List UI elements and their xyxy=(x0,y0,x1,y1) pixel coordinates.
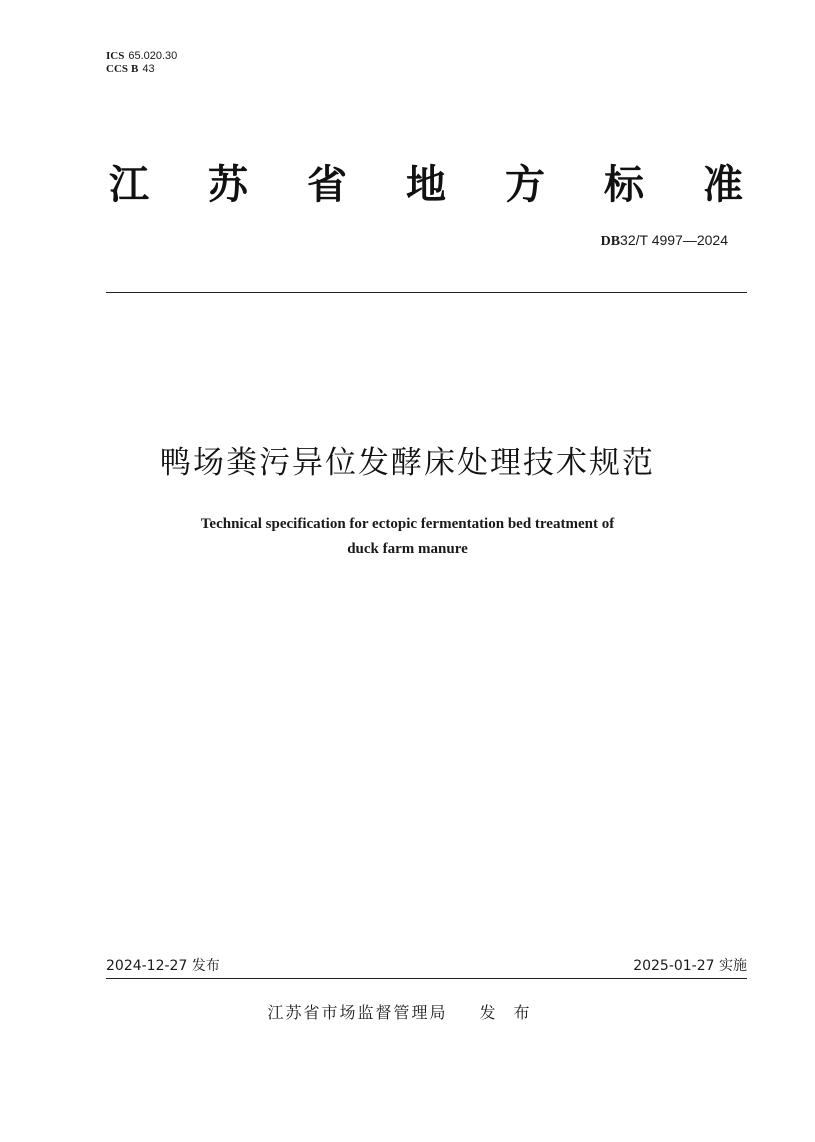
ics-value: 65.020.30 xyxy=(128,50,178,62)
ccs-line xyxy=(106,63,177,76)
issue-date: 2024-12-27 发布 xyxy=(106,958,220,974)
standard-number xyxy=(601,231,728,251)
heading-char: 江 xyxy=(109,162,149,208)
heading-char: 方 xyxy=(505,162,545,208)
issuing-organization: 江苏省市场监督管理局 xyxy=(267,1003,448,1022)
heading-char: 省 xyxy=(307,162,347,208)
classification-codes xyxy=(106,50,177,76)
english-title-line-2: duck farm manure xyxy=(347,541,468,557)
ics-line xyxy=(106,50,177,63)
ccs-label: CCS xyxy=(106,63,129,75)
english-title xyxy=(0,512,815,562)
english-title-line-1: Technical specification for ectopic fermentation bed treatment of xyxy=(200,516,615,532)
ccs-value: 43 xyxy=(142,63,155,75)
heading-char: 标 xyxy=(604,162,644,208)
heading-char: 准 xyxy=(703,162,743,208)
heading-char: 苏 xyxy=(208,162,248,208)
standard-number-value: 32/T 4997—2024 xyxy=(620,232,728,248)
top-divider xyxy=(106,292,747,293)
issuer xyxy=(0,1001,815,1025)
standard-number-prefix: DB xyxy=(600,234,621,249)
standard-type-heading xyxy=(106,160,746,210)
ccs-letter: B xyxy=(131,63,139,75)
chinese-title: 鸭场粪污异位发酵床处理技术规范 xyxy=(160,445,655,481)
issue-action: 发布 xyxy=(479,1003,548,1022)
bottom-divider xyxy=(106,978,747,979)
heading-char: 地 xyxy=(406,162,446,208)
implementation-date: 2025-01-27 实施 xyxy=(633,958,747,974)
ics-label: ICS xyxy=(106,50,125,62)
